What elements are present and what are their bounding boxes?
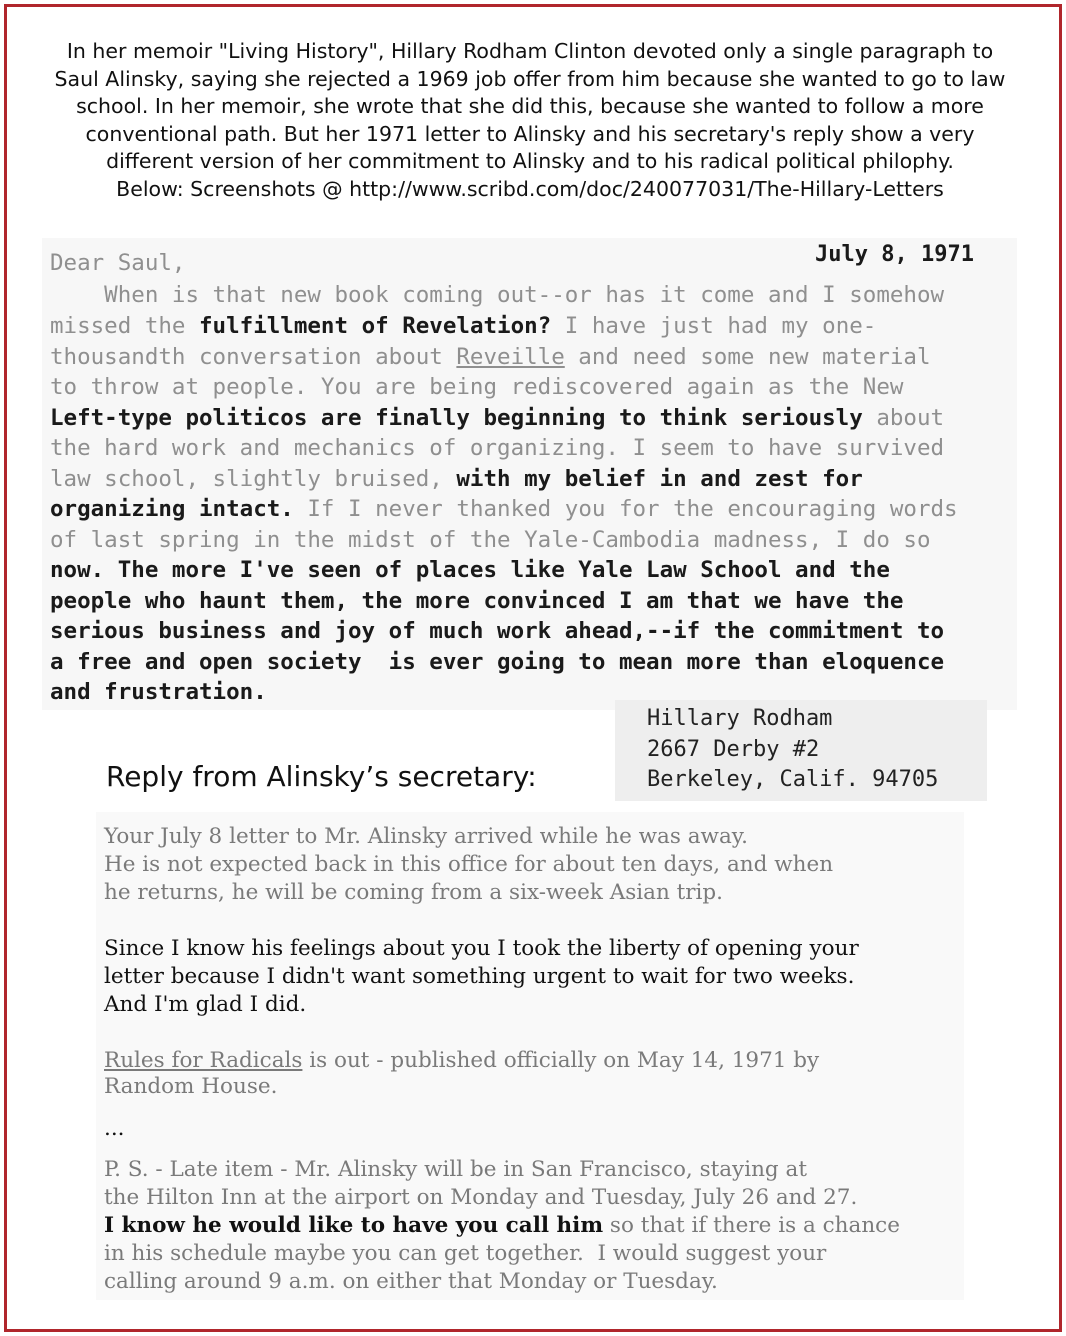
letter-date: July 8, 1971 <box>815 242 974 267</box>
reply-text: is out - published officially on May 14, 1971 by <box>302 1048 820 1073</box>
rules-for-radicals-title: Rules for Radicals <box>104 1048 303 1073</box>
intro-line-1: In her memoir "Living History", Hillary Rodham Clinton devoted only a single paragraph to <box>66 39 994 63</box>
reply-emphasis: I know he would like to have you call him <box>104 1213 604 1238</box>
reply-p2-line-2: letter because I didn't want something urgent to wait for two weeks. <box>104 964 855 989</box>
letter-line-7 <box>50 464 863 495</box>
letter-text: about <box>862 405 945 431</box>
reply-p4-line-1: P. S. - Late item - Mr. Alinsky will be in San Francisco, staying at <box>104 1157 807 1182</box>
reply-p1-line-3: he returns, he will be coming from a six-week Asian trip. <box>104 880 724 905</box>
signature-city: Berkeley, Calif. 94705 <box>647 767 939 792</box>
letter-line-4: to throw at people. You are being rediscovered again as the New <box>50 374 904 400</box>
reply-ellipsis: ... <box>104 1116 125 1141</box>
letter-text: If I never thanked you for the encouraging words <box>293 496 958 522</box>
intro-line-5: different version of her commitment to Alinsky and to his radical political philophy. <box>106 149 954 173</box>
letter-line-2 <box>50 311 876 342</box>
letter-emphasis: fulfillment of Revelation? <box>199 313 552 339</box>
reply-p2-line-3: And I'm glad I did. <box>104 992 307 1017</box>
reply-heading: Reply from Alinsky’s secretary: <box>106 760 537 793</box>
intro-line-4: conventional path. But her 1971 letter to Alinsky and his secretary's reply show a very <box>85 121 975 146</box>
intro-line-6: Below: Screenshots @ http://www.scribd.com/doc/240077031/The-Hillary-Letters <box>116 176 944 201</box>
intro-caption <box>30 38 1030 203</box>
reply-p4-line-5: calling around 9 a.m. on either that Monday or Tuesday. <box>104 1269 718 1294</box>
reply-p4-line-2: the Hilton Inn at the airport on Monday and Tuesday, July 26 and 27. <box>104 1185 858 1210</box>
signature-name: Hillary Rodham <box>647 706 833 731</box>
letter-text: I have just had my one- <box>551 313 877 339</box>
letter-line-12: serious business and joy of much work ahead,--if the commitment to <box>50 618 945 644</box>
secretary-reply-scan <box>96 812 964 1300</box>
letter-line-14: and frustration. <box>50 679 267 705</box>
reply-p4-line-4: in his schedule maybe you can get together. I would suggest your <box>104 1241 827 1266</box>
reply-p4-line-3 <box>104 1213 900 1238</box>
letter-text: law school, slightly bruised, <box>50 466 457 492</box>
letter-emphasis: with my belief in and zest for <box>456 466 863 492</box>
letter-emphasis: organizing intact. <box>50 496 294 522</box>
letter-line-13: a free and open society is ever going to mean more than eloquence <box>50 649 945 675</box>
letter-line-11: people who haunt them, the more convinced I am that we have the <box>50 588 904 614</box>
hillary-letter-scan <box>42 238 1017 710</box>
letter-emphasis: Left-type politicos are finally beginning to think seriously <box>50 405 863 431</box>
reply-p3-line-2: Random House. <box>104 1074 278 1099</box>
letter-text: thousandth conversation about <box>50 344 457 370</box>
intro-line-2: Saul Alinsky, saying she rejected a 1969 job offer from him because she wanted to go to law <box>54 66 1006 91</box>
reply-p1-line-1: Your July 8 letter to Mr. Alinsky arrived while he was away. <box>104 824 748 849</box>
letter-line-8 <box>50 494 958 525</box>
signature-block <box>615 700 987 801</box>
reply-p2-line-1: Since I know his feelings about you I took the liberty of opening your <box>104 936 859 961</box>
letter-line-10: now. The more I've seen of places like Yale Law School and the <box>50 557 890 583</box>
reply-p1-line-2: He is not expected back in this office for about ten days, and when <box>104 852 834 877</box>
signature-street: 2667 Derby #2 <box>647 737 820 762</box>
letter-text: missed the <box>50 313 200 339</box>
letter-salutation: Dear Saul, <box>50 250 186 276</box>
letter-line-3 <box>50 342 931 373</box>
intro-line-3: school. In her memoir, she wrote that she did this, because she wanted to follow a more <box>76 94 984 118</box>
letter-line-9: of last spring in the midst of the Yale-Cambodia madness, I do so <box>50 527 931 553</box>
letter-text: and need some new material <box>564 344 931 370</box>
reply-text: so that if there is a chance <box>603 1213 900 1238</box>
reply-p3-line-1 <box>104 1048 819 1073</box>
reveille-title: Reveille <box>456 344 565 370</box>
letter-line-5 <box>50 403 944 434</box>
letter-line-6: the hard work and mechanics of organizing. I seem to have survived <box>50 435 945 461</box>
letter-line-1: When is that new book coming out--or has it come and I somehow <box>50 282 945 308</box>
